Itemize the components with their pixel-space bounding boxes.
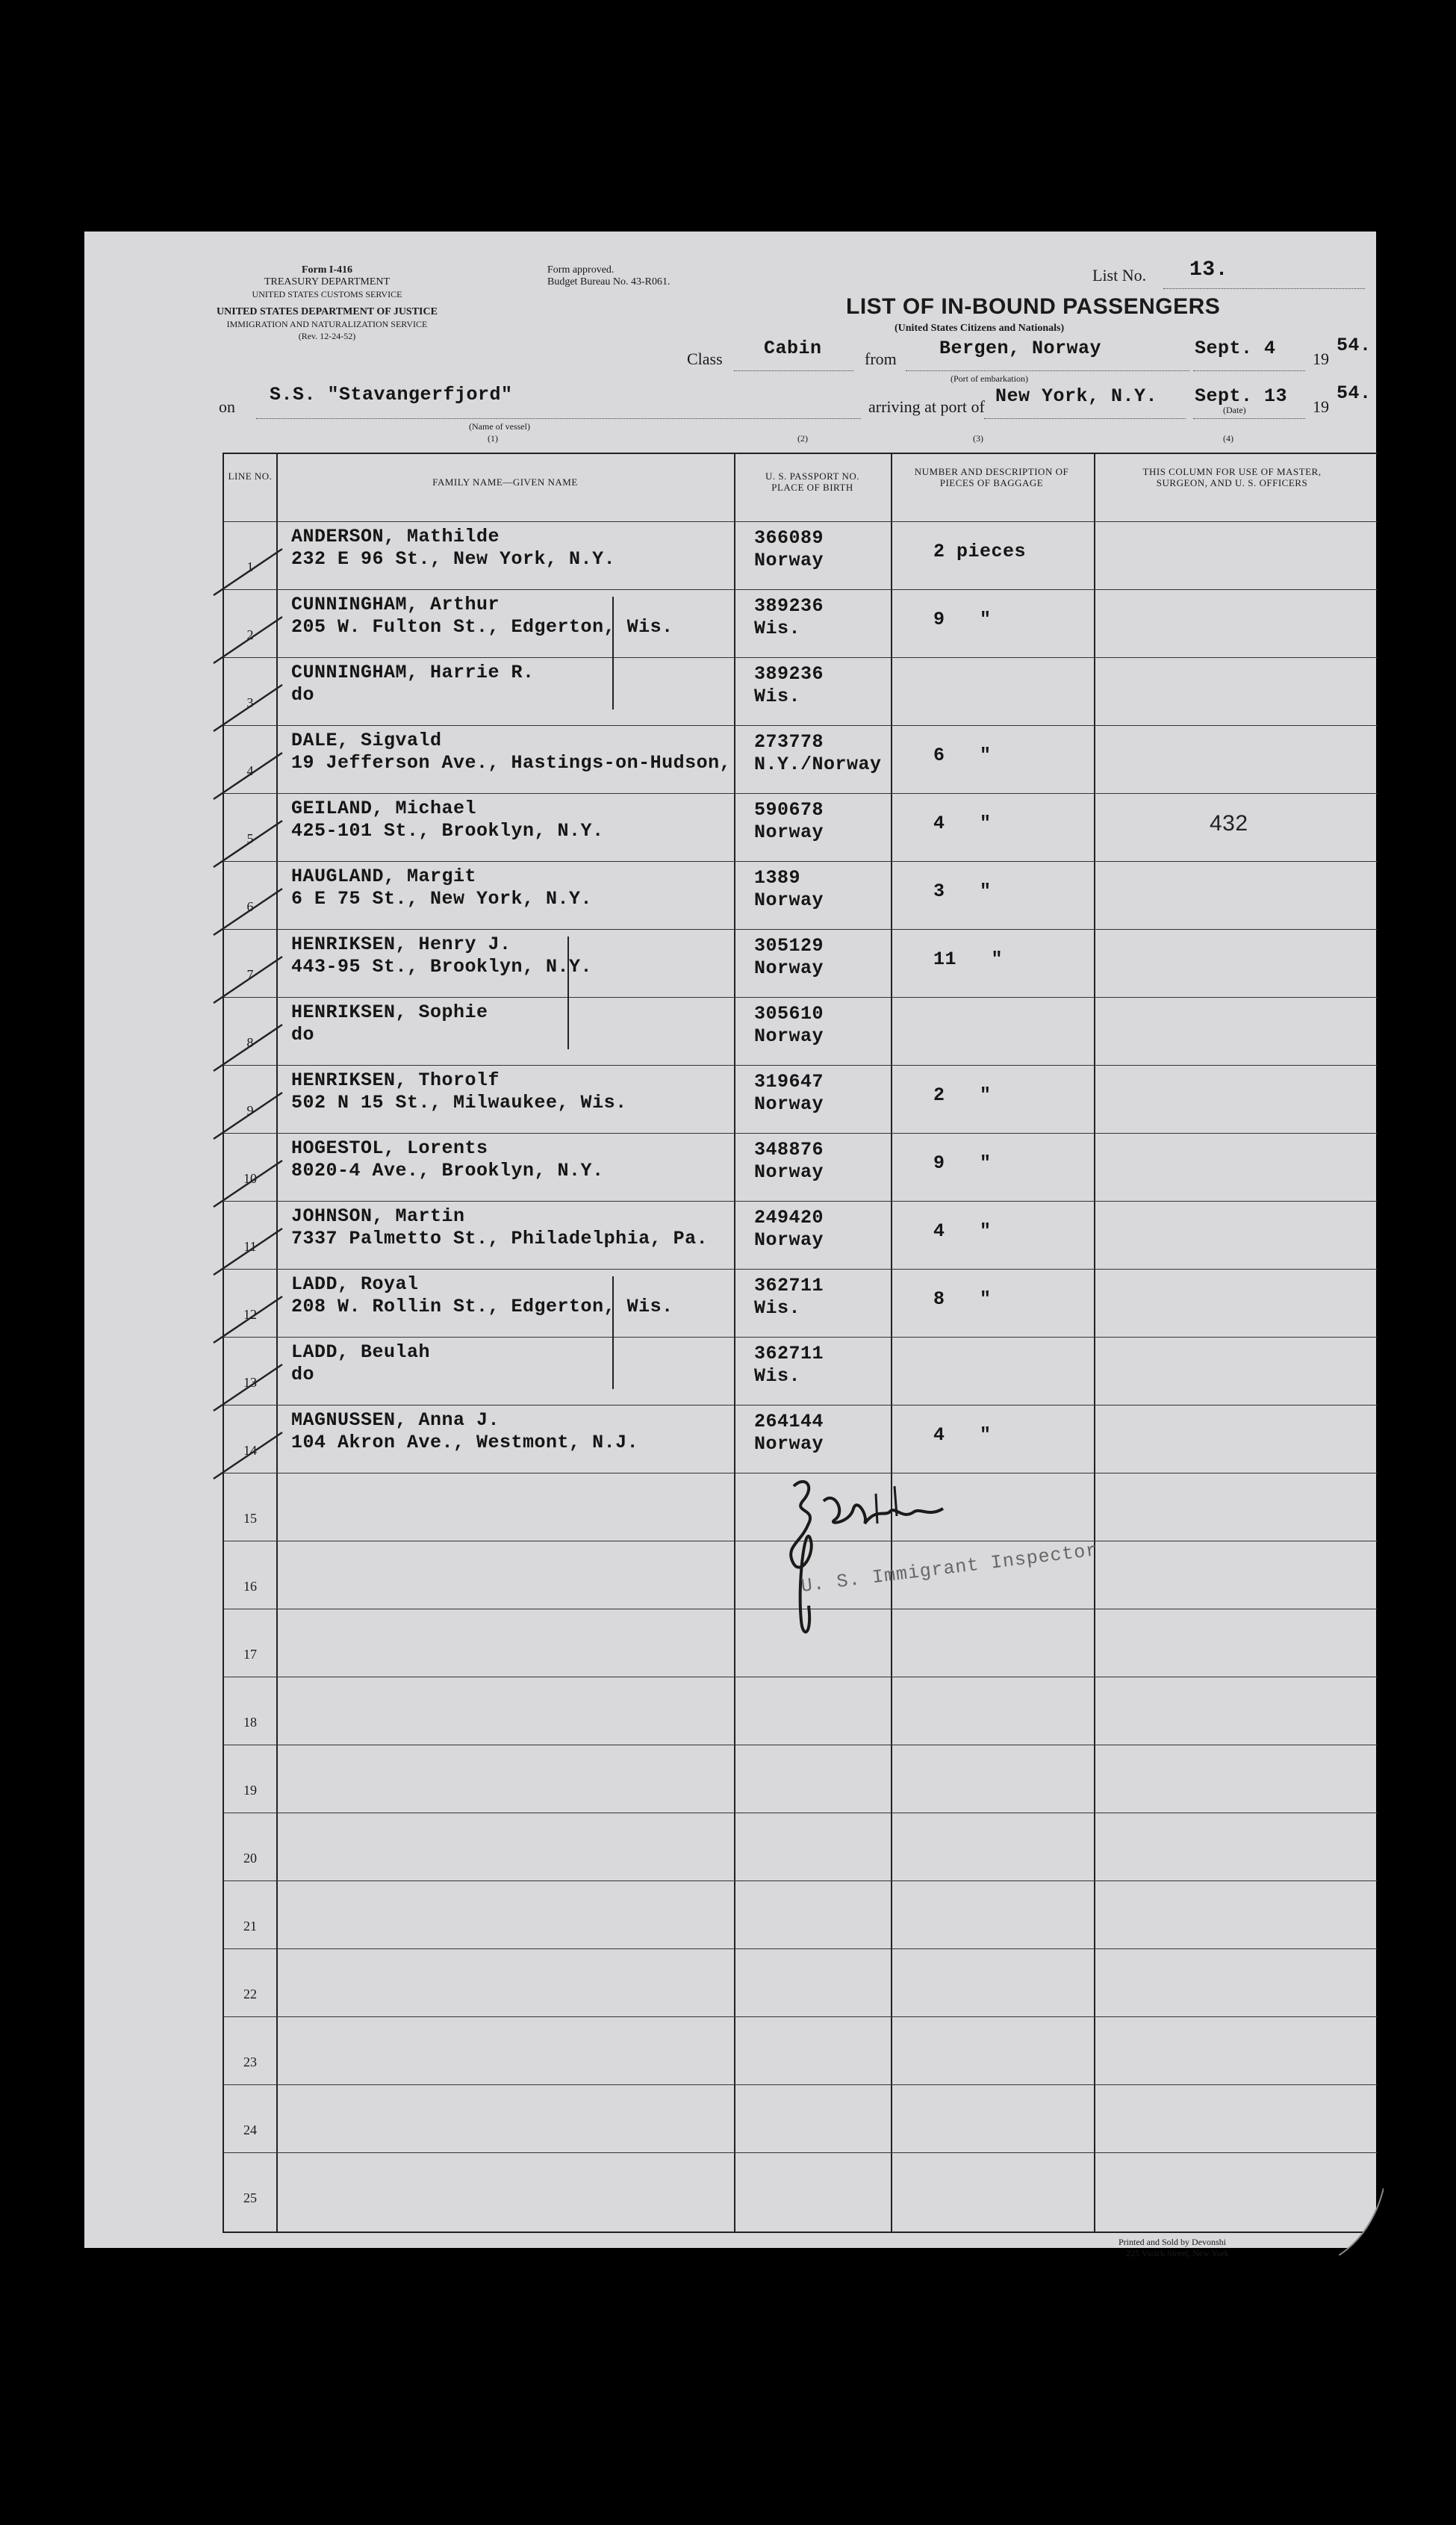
agency-block — [215, 264, 439, 342]
passenger-address: 425-101 St., Brooklyn, N.Y. — [291, 820, 604, 842]
place-of-birth: Wis. — [754, 686, 801, 707]
baggage: 4 " — [933, 1220, 992, 1242]
passenger-address: 502 N 15 St., Milwaukee, Wis. — [291, 1092, 627, 1114]
passenger-name: DALE, Sigvald — [291, 730, 442, 751]
arrival-date-underline — [1193, 418, 1305, 419]
place-of-birth: Norway — [754, 889, 824, 911]
table-row — [224, 793, 1378, 861]
baggage-col-number: (3) — [973, 433, 983, 444]
line-number: 12 — [243, 1307, 257, 1322]
empty-row — [224, 2152, 1378, 2220]
passenger-address: do — [291, 1364, 315, 1385]
manifest-page — [84, 232, 1376, 2258]
line-number: 4 — [246, 763, 254, 778]
line-number: 23 — [243, 2055, 257, 2069]
baggage: 9 " — [933, 1152, 992, 1174]
line-number: 16 — [243, 1579, 257, 1594]
header-passport: U. S. PASSPORT NO. PLACE OF BIRTH — [765, 470, 859, 493]
class-underline — [734, 370, 853, 371]
table-row — [224, 1133, 1378, 1201]
place-of-birth: Norway — [754, 1025, 824, 1047]
passenger-address: 208 W. Rollin St., Edgerton, Wis. — [291, 1296, 673, 1317]
passport-number: 305129 — [754, 935, 824, 957]
line-number: 11 — [243, 1239, 257, 1254]
baggage: 4 " — [933, 813, 992, 834]
revision: (Rev. 12-24-52) — [298, 331, 356, 341]
header-line-no: LINE NO. — [228, 470, 273, 482]
officer-note: 432 — [1210, 811, 1248, 836]
baggage: 3 " — [933, 881, 992, 902]
passport-number: 273778 — [754, 731, 824, 753]
passenger-table — [223, 453, 1378, 2233]
header-name: FAMILY NAME—GIVEN NAME — [432, 476, 578, 488]
line-number: 6 — [246, 899, 254, 914]
place-of-birth: Wis. — [754, 1365, 801, 1387]
header-officers: THIS COLUMN FOR USE OF MASTER, SURGEON, AND U. S. OFFICERS — [1142, 466, 1322, 488]
passport-col-number: (2) — [797, 433, 808, 444]
baggage: 4 " — [933, 1424, 992, 1446]
treasury-department: TREASURY DEPARTMENT — [264, 276, 391, 288]
vessel-col-number: (1) — [488, 433, 498, 444]
list-no-value: 13. — [1189, 258, 1228, 282]
table-row — [224, 997, 1378, 1065]
table-row — [224, 1201, 1378, 1269]
passport-number: 348876 — [754, 1139, 824, 1161]
embark-date-underline — [1193, 370, 1305, 371]
passenger-name: MAGNUSSEN, Anna J. — [291, 1409, 500, 1431]
table-row — [224, 1337, 1378, 1405]
passenger-address: 19 Jefferson Ave., Hastings-on-Hudson, — [291, 752, 732, 774]
curled-corner — [1339, 2188, 1384, 2255]
port-of-embarkation: Bergen, Norway — [939, 338, 1102, 359]
printer-line-2: 225 Varick Street, New York — [1126, 2248, 1229, 2258]
passenger-name: CUNNINGHAM, Arthur — [291, 594, 500, 615]
from-underline — [906, 370, 1189, 371]
arrival-port-underline — [984, 418, 1186, 419]
line-number: 15 — [243, 1511, 257, 1526]
on-label: on — [219, 397, 235, 416]
inspector-stamp: U. S. Immigrant Inspector — [800, 1539, 1099, 1597]
year-prefix-1: 19 — [1313, 350, 1329, 368]
line-number: 21 — [243, 1919, 257, 1934]
passport-number: 389236 — [754, 595, 824, 617]
line-number: 9 — [246, 1103, 254, 1118]
place-of-birth: Wis. — [754, 618, 801, 639]
baggage: 2 pieces — [933, 541, 1027, 562]
table-row — [224, 1405, 1378, 1473]
passenger-address: do — [291, 684, 315, 706]
table-row — [224, 1065, 1378, 1133]
passport-number: 264144 — [754, 1411, 824, 1432]
empty-row — [224, 2016, 1378, 2084]
table-row — [224, 861, 1378, 929]
passenger-address: 8020-4 Ave., Brooklyn, N.Y. — [291, 1160, 604, 1181]
passenger-address: do — [291, 1024, 315, 1046]
form-approved: Form approved. — [547, 264, 615, 276]
arriving-label: arriving at port of — [868, 397, 985, 416]
passport-number: 249420 — [754, 1207, 824, 1229]
baggage: 6 " — [933, 745, 992, 766]
passenger-address: 7337 Palmetto St., Philadelphia, Pa. — [291, 1228, 709, 1249]
list-no-label: List No. — [1092, 266, 1147, 285]
empty-row — [224, 1745, 1378, 1813]
passenger-name: HENRIKSEN, Henry J. — [291, 934, 511, 955]
family-bracket — [612, 1276, 614, 1389]
passenger-name: HENRIKSEN, Sophie — [291, 1001, 488, 1023]
passenger-address: 443-95 St., Brooklyn, N.Y. — [291, 956, 593, 978]
line-number: 24 — [243, 2122, 257, 2137]
passport-number: 366089 — [754, 527, 824, 549]
table-row — [224, 725, 1378, 793]
passenger-name: ANDERSON, Mathilde — [291, 526, 500, 547]
place-of-birth: Norway — [754, 957, 824, 979]
passport-number: 305610 — [754, 1003, 824, 1025]
year-2: 54. — [1337, 382, 1372, 404]
line-number: 2 — [246, 627, 254, 642]
line-number: 14 — [243, 1443, 257, 1458]
line-number: 25 — [243, 2190, 257, 2205]
line-number: 18 — [243, 1715, 257, 1730]
table-row — [224, 929, 1378, 997]
table-row — [224, 521, 1378, 589]
family-bracket — [567, 937, 569, 1049]
passenger-name: GEILAND, Michael — [291, 798, 477, 819]
list-no-underline — [1163, 288, 1365, 289]
embark-date: Sept. 4 — [1195, 338, 1276, 359]
passenger-name: LADD, Beulah — [291, 1341, 431, 1363]
place-of-birth: Wis. — [754, 1297, 801, 1319]
header-baggage: NUMBER AND DESCRIPTION OF PIECES OF BAGGAGE — [914, 466, 1069, 488]
baggage: 2 " — [933, 1084, 992, 1106]
line-number: 10 — [243, 1171, 257, 1186]
year-1: 54. — [1337, 335, 1372, 356]
passenger-name: HAUGLAND, Margit — [291, 866, 477, 887]
passenger-name: JOHNSON, Martin — [291, 1205, 465, 1227]
passport-number: 1389 — [754, 867, 801, 889]
printer-line-1: Printed and Sold by Devonshi — [1119, 2237, 1226, 2247]
arrival-date: Sept. 13 — [1195, 385, 1288, 407]
form-subtitle: (United States Citizens and Nationals) — [895, 323, 1065, 334]
passenger-address: 205 W. Fulton St., Edgerton, Wis. — [291, 616, 673, 638]
place-of-birth: Norway — [754, 1229, 824, 1251]
vessel-caption: (Name of vessel) — [469, 421, 530, 432]
passenger-name: HOGESTOL, Lorents — [291, 1137, 488, 1159]
passenger-address: 6 E 75 St., New York, N.Y. — [291, 888, 593, 910]
baggage: 8 " — [933, 1288, 992, 1310]
empty-row — [224, 1677, 1378, 1745]
passenger-name: LADD, Royal — [291, 1273, 419, 1295]
line-number: 17 — [243, 1647, 257, 1662]
passport-number: 362711 — [754, 1275, 824, 1296]
line-number: 20 — [243, 1851, 257, 1866]
place-of-birth: Norway — [754, 1161, 824, 1183]
family-bracket — [612, 597, 614, 709]
customs-service: UNITED STATES CUSTOMS SERVICE — [252, 289, 402, 299]
justice-department: UNITED STATES DEPARTMENT OF JUSTICE — [217, 306, 438, 317]
officer-col-number: (4) — [1223, 433, 1233, 444]
passport-number: 319647 — [754, 1071, 824, 1093]
table-row — [224, 1269, 1378, 1337]
vessel-underline — [256, 418, 861, 419]
line-number: 7 — [246, 967, 254, 982]
line-number: 5 — [246, 831, 254, 846]
table-row — [224, 657, 1378, 725]
line-number: 8 — [246, 1035, 254, 1050]
budget-bureau: Budget Bureau No. 43-R061. — [547, 276, 671, 288]
vessel-name: S.S. "Stavangerfjord" — [270, 384, 513, 406]
line-number: 22 — [243, 1987, 257, 2001]
passport-number: 362711 — [754, 1343, 824, 1364]
date-caption: (Date) — [1223, 405, 1246, 415]
empty-row — [224, 2084, 1378, 2152]
from-label: from — [865, 350, 897, 368]
arrival-port: New York, N.Y. — [995, 385, 1158, 407]
port-of-embarkation-caption: (Port of embarkation) — [951, 373, 1028, 384]
line-number: 19 — [243, 1783, 257, 1798]
class-value: Cabin — [764, 338, 822, 359]
passenger-address: 104 Akron Ave., Westmont, N.J. — [291, 1432, 639, 1453]
ins-name: IMMIGRATION AND NATURALIZATION SERVICE — [226, 319, 428, 329]
class-label: Class — [687, 350, 723, 368]
passport-number: 590678 — [754, 799, 824, 821]
year-prefix-2: 19 — [1313, 397, 1329, 416]
place-of-birth: N.Y./Norway — [754, 754, 882, 775]
baggage: 9 " — [933, 609, 992, 630]
place-of-birth: Norway — [754, 1093, 824, 1115]
form-title: LIST OF IN-BOUND PASSENGERS — [846, 294, 1221, 319]
line-number: 1 — [246, 559, 254, 574]
baggage: 11 " — [933, 948, 1004, 970]
line-number: 13 — [243, 1375, 257, 1390]
empty-row — [224, 1948, 1378, 2016]
passenger-address: 232 E 96 St., New York, N.Y. — [291, 548, 616, 570]
place-of-birth: Norway — [754, 822, 824, 843]
empty-row — [224, 1880, 1378, 1948]
table-row — [224, 589, 1378, 657]
place-of-birth: Norway — [754, 550, 824, 571]
empty-row — [224, 1813, 1378, 1880]
passenger-name: HENRIKSEN, Thorolf — [291, 1069, 500, 1091]
passport-number: 389236 — [754, 663, 824, 685]
form-number: Form I-416 — [301, 264, 353, 276]
place-of-birth: Norway — [754, 1433, 824, 1455]
passenger-name: CUNNINGHAM, Harrie R. — [291, 662, 535, 683]
line-number: 3 — [246, 695, 254, 710]
